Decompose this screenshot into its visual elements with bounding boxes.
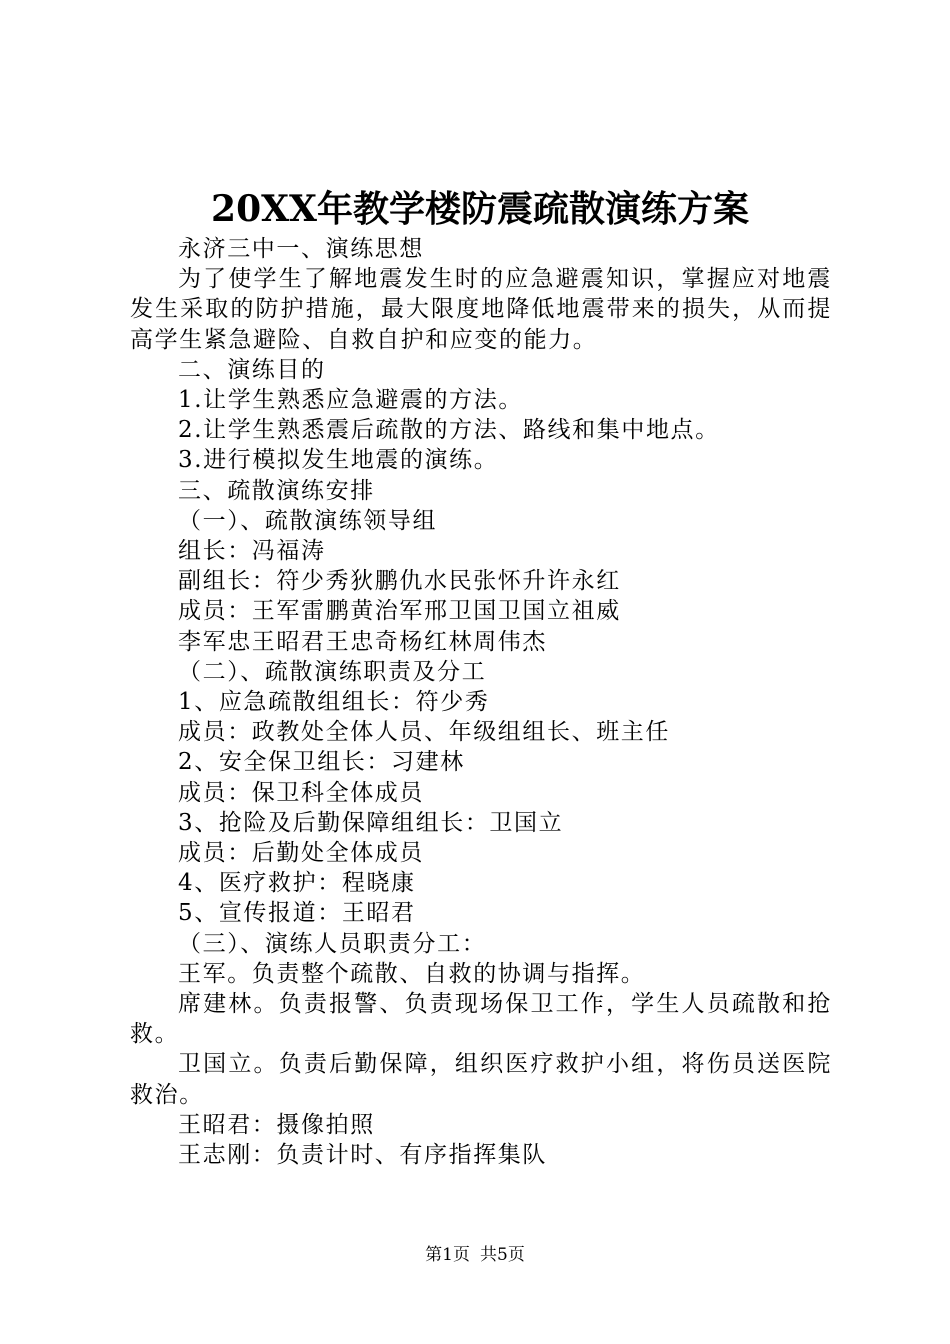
paragraph-12: 李军忠王昭君王忠奇杨红林周伟杰	[178, 628, 547, 655]
paragraph-11: 成员：王军雷鹏黄治军邢卫国卫国立祖威	[178, 598, 621, 625]
paragraph-15: 成员：政教处全体人员、年级组组长、班主任	[178, 719, 670, 746]
paragraph-2: 为了使学生了解地震发生时的应急避震知识，掌握应对地震发生采取的防护措施，最大限度地降低地震带来的损失，从而提高学生紧急避险、自救自护和应变的能力。	[130, 266, 832, 353]
paragraph-1: 永济三中一、演练思想	[178, 236, 424, 262]
paragraph-22: （三）、演练人员职责分工：	[178, 930, 487, 957]
page-footer	[0, 1243, 950, 1267]
paragraph-13: （二）、疏散演练职责及分工	[178, 658, 487, 685]
paragraph-18: 3、抢险及后勤保障组组长：卫国立	[178, 809, 564, 836]
paragraph-4: 1.让学生熟悉应急避震的方法。	[178, 387, 523, 414]
paragraph-5: 2.让学生熟悉震后疏散的方法、路线和集中地点。	[178, 417, 720, 444]
document-title: 20XX年教学楼防震疏散演练方案	[211, 188, 749, 230]
paragraph-7: 三、疏散演练安排	[178, 477, 375, 504]
paragraph-17: 成员：保卫科全体成员	[178, 779, 424, 806]
paragraph-20: 4、医疗救护：程晓康	[178, 870, 416, 897]
paragraph-14: 1、应急疏散组组长：符少秀	[178, 689, 490, 716]
paragraph-10: 副组长：符少秀狄鹏仇水民张怀升许永红	[178, 568, 621, 595]
paragraph-25: 卫国立。负责后勤保障，组织医疗救护小组，将伤员送医院救治。	[130, 1051, 832, 1108]
paragraph-19: 成员：后勤处全体成员	[178, 840, 424, 867]
paragraph-26: 王昭君：摄像拍照	[178, 1111, 375, 1138]
page-number-total: 共5页	[480, 1245, 525, 1265]
paragraph-21: 5、宣传报道：王昭君	[178, 900, 416, 927]
paragraph-8: （一）、疏散演练领导组	[178, 507, 438, 534]
page-number-current: 第1页	[425, 1245, 470, 1265]
paragraph-6: 3.进行模拟发生地震的演练。	[178, 447, 499, 474]
paragraph-16: 2、安全保卫组长：习建林	[178, 749, 465, 776]
paragraph-27: 王志刚：负责计时、有序指挥集队	[178, 1142, 547, 1169]
paragraph-3: 二、演练目的	[178, 356, 326, 383]
paragraph-24: 席建林。负责报警、负责现场保卫工作，学生人员疏散和抢救。	[130, 991, 832, 1048]
paragraph-23: 王军。负责整个疏散、自救的协调与指挥。	[178, 960, 646, 987]
document-body	[130, 234, 832, 1170]
paragraph-9: 组长：冯福涛	[178, 538, 326, 565]
